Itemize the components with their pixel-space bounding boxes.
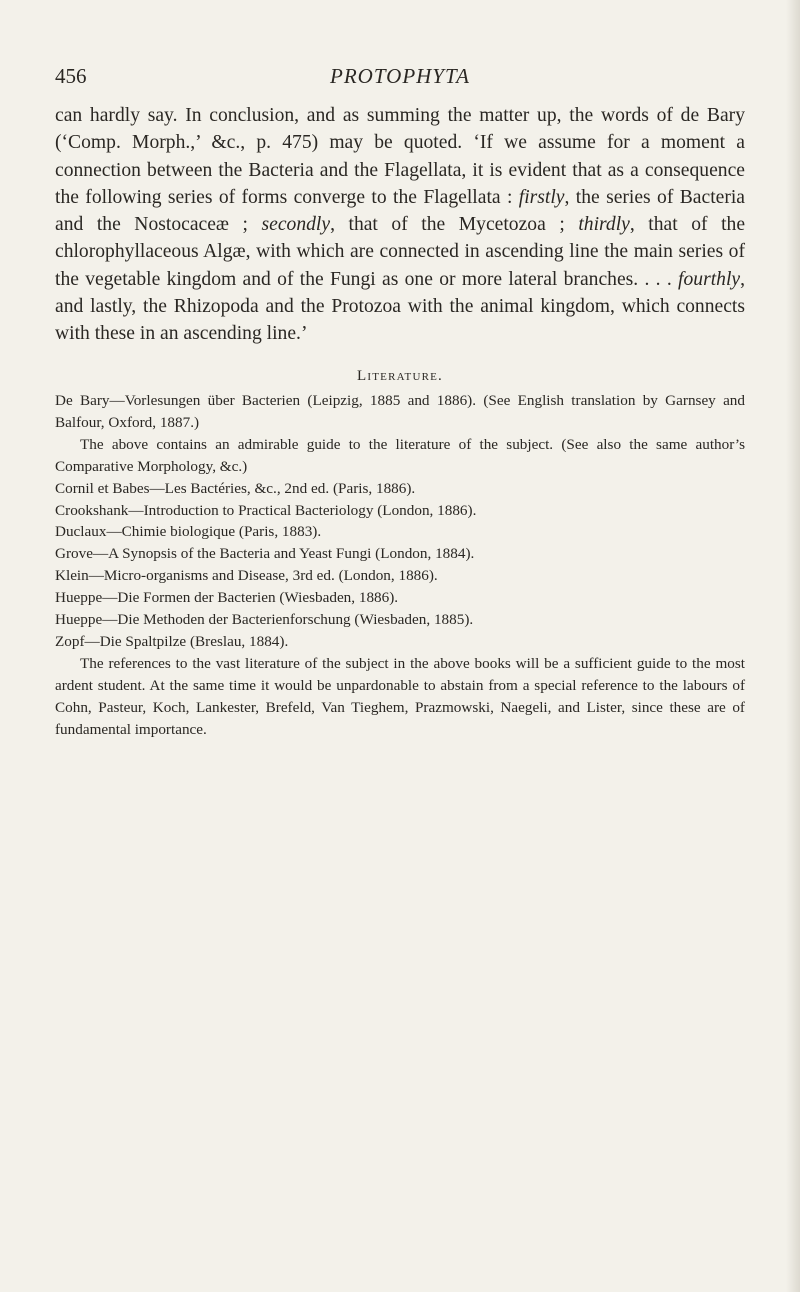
body-paragraph xyxy=(55,102,745,348)
emphasis-firstly: firstly xyxy=(518,186,565,208)
literature-entry: Hueppe—Die Methoden der Bacterienforschung (Wiesbaden, 1885). xyxy=(55,611,474,629)
closing-note: The references to the vast literature of the subject in the above books will be a sufficient guide to the most ardent student. At the same time it would be unpardonable to abstain from a special reference to the labours of Cohn, Pasteur, Koch, Lankester, Brefeld, Van Tieghem, Prazmowski, Naegeli, and Lister, since these are of fundamental importance. xyxy=(55,654,745,738)
literature-entry: Crookshank—Introduction to Practical Bacteriology (London, 1886). xyxy=(55,501,477,519)
page-header xyxy=(55,64,745,94)
body-text-segment: , the series of Bacteria and the Nostocaceæ ; xyxy=(55,186,745,236)
body-text-segment: , that of the chlorophyllaceous Algæ, with which are connected in ascending line the main series of the vegetable kingdom and of the Fungi as one or more lateral branches. . . . xyxy=(55,214,746,290)
literature-entry: De Bary—Vorlesungen über Bacterien (Leipzig, 1885 and 1886). (See English translation by Garnsey and Balfour, Oxford, 1887.) xyxy=(55,392,745,431)
literature-entry: Duclaux—Chimie biologique (Paris, 1883). xyxy=(55,523,322,541)
literature-entry: Grove—A Synopsis of the Bacteria and Yeast Fungi (London, 1884). xyxy=(55,545,475,563)
literature-list xyxy=(55,390,745,741)
body-text-segment: can hardly say. In conclusion, and as summing the matter up, the words of de Bary (‘Comp. Morph.,’ &c., p. 475) may be quoted. ‘If we assume for a moment a connection between the Bacteria and the Flagellata, it is evident that as a consequence the following series of forms converge to the Flagellata : xyxy=(55,105,745,208)
body-text-segment: , that of the Mycetozoa ; xyxy=(330,214,579,236)
body-text xyxy=(55,102,745,348)
literature-entry: Klein—Micro-organisms and Disease, 3rd ed. (London, 1886). xyxy=(55,567,438,585)
emphasis-fourthly: fourthly xyxy=(678,268,741,290)
literature-heading: Literature. xyxy=(357,368,443,384)
page-number: 456 xyxy=(55,64,87,88)
body-text-segment: , and lastly, the Rhizopoda and the Protozoa with the animal kingdom, which connects with these in an ascending line.’ xyxy=(55,268,745,345)
literature-entry: Cornil et Babes—Les Bactéries, &c., 2nd ed. (Paris, 1886). xyxy=(55,479,416,497)
page-edge-shadow xyxy=(786,0,800,1292)
literature-entry: Zopf—Die Spaltpilze (Breslau, 1884). xyxy=(55,632,289,650)
literature-entry: Hueppe—Die Formen der Bacterien (Wiesbaden, 1886). xyxy=(55,589,399,607)
emphasis-secondly: secondly xyxy=(261,214,331,236)
literature-note: The above contains an admirable guide to the literature of the subject. (See also the same author’s Comparative Morphology, &c.) xyxy=(55,435,745,475)
running-title: PROTOPHYTA xyxy=(330,64,470,88)
emphasis-thirdly: thirdly xyxy=(578,214,630,236)
